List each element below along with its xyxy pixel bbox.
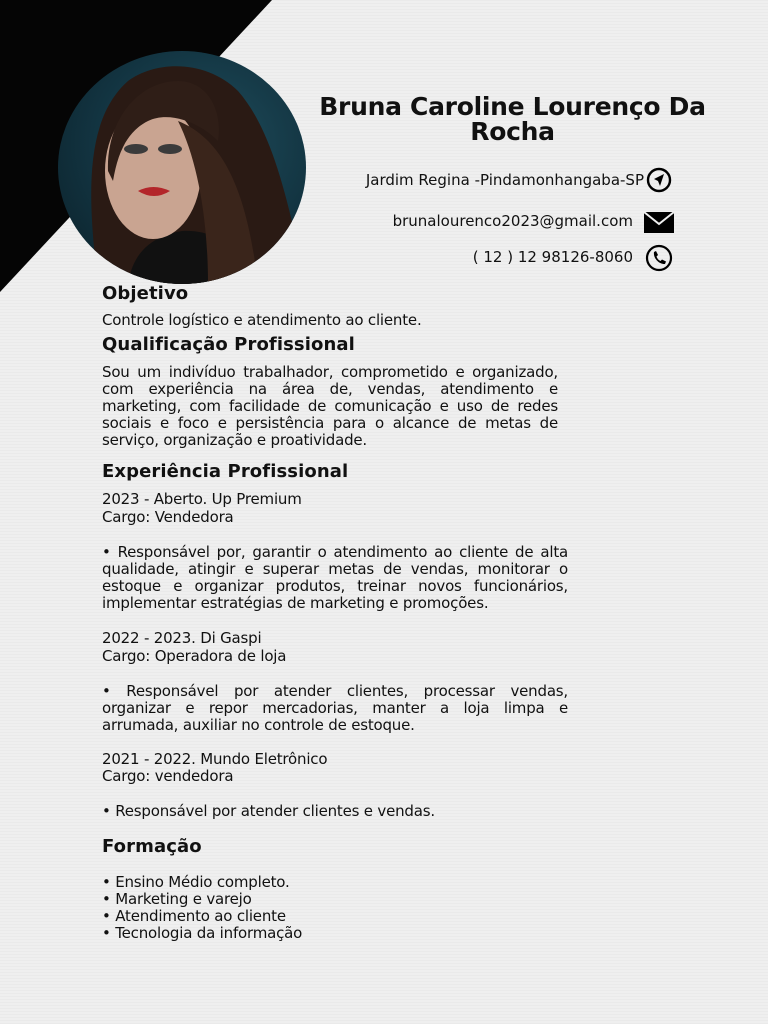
candidate-name	[315, 94, 710, 144]
job-description: • Responsável por, garantir o atendimento ao cliente de alta qualidade, atingir e superar metas de vendas, monitorar o estoque e organizar produtos, treinar novos funcionários, implementar estratégias de marketing e promoções.	[102, 543, 568, 612]
job-description: • Responsável por atender clientes e vendas.	[102, 802, 435, 820]
job-period: 2022 - 2023. Di Gaspi	[102, 629, 262, 647]
list-item: • Marketing e varejo	[102, 890, 252, 908]
list-item: • Ensino Médio completo.	[102, 873, 290, 891]
phone-text: ( 12 ) 12 98126-8060	[472, 248, 633, 266]
location-icon	[646, 167, 672, 195]
job-role: Cargo: vendedora	[102, 767, 234, 785]
formacao-list	[102, 874, 568, 942]
objetivo-text: Controle logístico e atendimento ao cliente.	[102, 311, 422, 329]
job-role: Cargo: Operadora de loja	[102, 647, 287, 665]
job-role: Cargo: Vendedora	[102, 508, 234, 526]
job-period: 2023 - Aberto. Up Premium	[102, 490, 302, 508]
list-item: • Atendimento ao cliente	[102, 907, 286, 925]
list-item: • Tecnologia da informação	[102, 924, 303, 942]
experiencia-heading: Experiência Profissional	[102, 461, 349, 482]
qualificacao-text: Sou um indivíduo trabalhador, comprometido e organizado, com experiência na área de, vendas, atendimento e marketing, com facilidade de comunicação e uso de redes sociais e foco e persistência para o alcance de metas de serviço, organização e proatividade.	[102, 363, 558, 449]
mail-icon	[643, 211, 675, 235]
profile-photo	[58, 51, 306, 284]
phone-icon	[645, 244, 673, 272]
name-line-1: Bruna Caroline Lourenço Da	[319, 92, 706, 121]
objetivo-heading: Objetivo	[102, 283, 189, 304]
email-text: brunalourenco2023@gmail.com	[392, 212, 633, 230]
job-period: 2021 - 2022. Mundo Eletrônico	[102, 750, 328, 768]
qualificacao-heading: Qualificação Profissional	[102, 334, 355, 355]
job-description: • Responsável por atender clientes, processar vendas, organizar e repor mercadorias, manter a loja limpa e arrumada, auxiliar no controle de estoque.	[102, 682, 568, 734]
address-text: Jardim Regina -Pindamonhangaba-SP	[365, 171, 644, 189]
name-line-2: Rocha	[470, 117, 555, 146]
formacao-heading: Formação	[102, 836, 202, 857]
